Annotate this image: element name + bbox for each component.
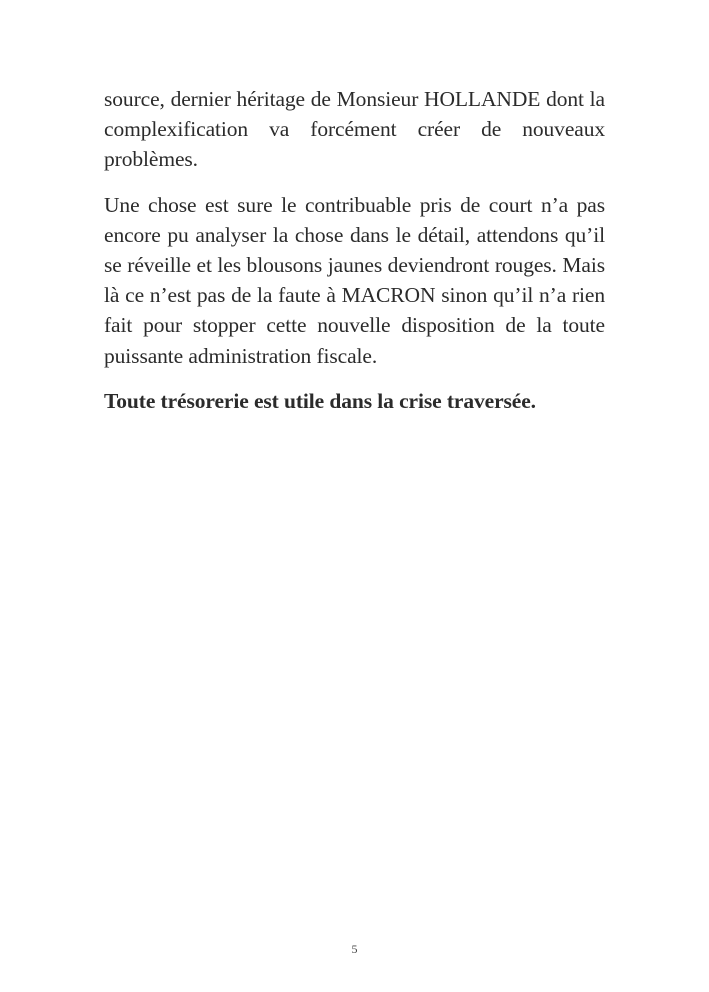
- page-number: 5: [351, 942, 358, 956]
- paragraph-1: source, dernier héritage de Monsieur HOLLANDE dont la complexification va forcément créer de nouveaux problèmes.: [104, 87, 605, 172]
- conclusion-paragraph: Toute trésorerie est utile dans la crise traversée.: [104, 388, 536, 413]
- paragraph-2: Une chose est sure le contribuable pris de court n’a pas encore pu analyser la chose dans le détail, attendons qu’il se réveille et les blousons jaunes deviendront rouges. Mais là ce n’est pas de la faute à MACRON sinon qu’il n’a rien fait pour stopper cette nouvelle disposition de la toute puissante administration fiscale.: [104, 192, 605, 368]
- page-body: [104, 84, 605, 431]
